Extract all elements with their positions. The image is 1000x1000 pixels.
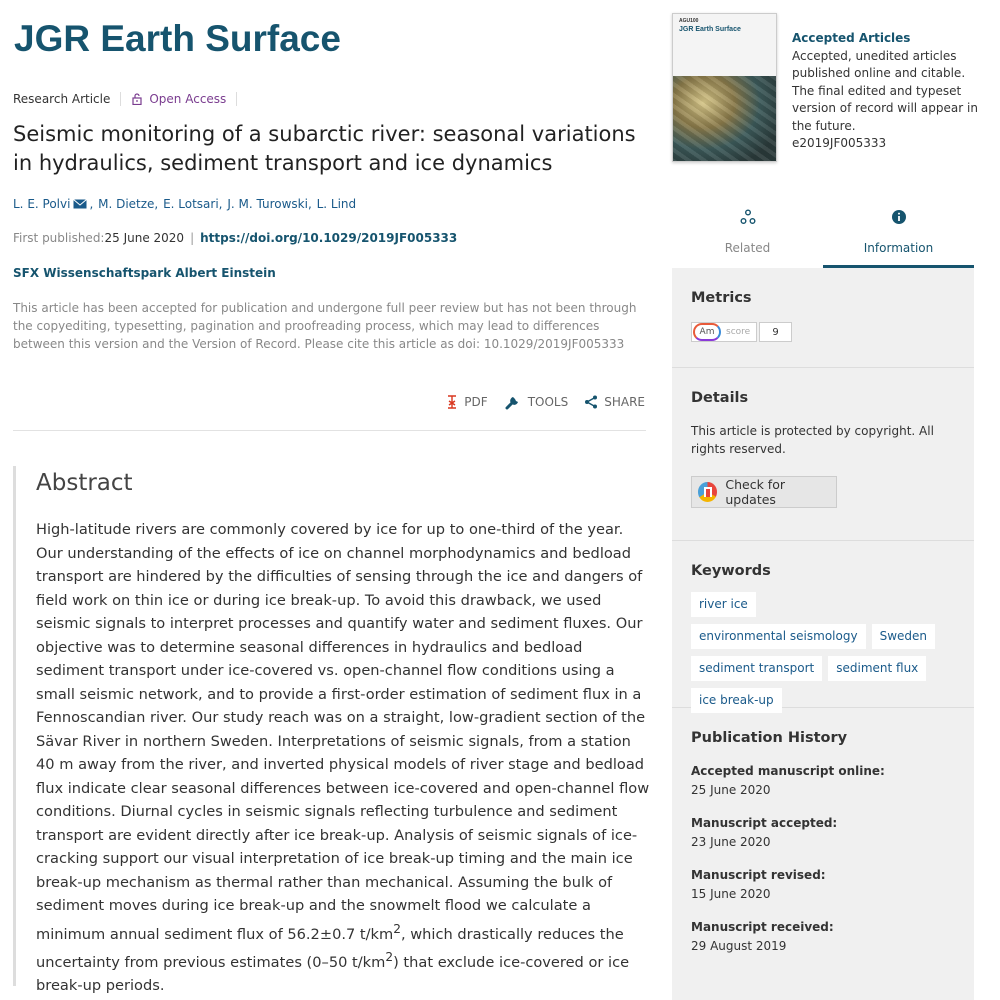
keyword-tag[interactable]: river ice <box>691 592 756 617</box>
history-item <box>691 866 955 904</box>
article-id: e2019JF005333 <box>792 136 887 150</box>
accepted-notice: This article has been accepted for publication and undergone full peer review but has not been through the copyediting, typesetting, pagination and proofreading process, which may lead to differences between this version and the Version of Record. Please cite this article as doi: 10.1029/2019JF005333 <box>13 301 637 351</box>
related-icon <box>740 209 756 225</box>
cover-photo <box>673 76 776 162</box>
publication-history-heading: Publication History <box>691 730 848 746</box>
publication-history-section <box>672 708 974 956</box>
pdf-icon <box>446 395 458 409</box>
first-published-label: First published: <box>13 231 105 245</box>
keywords-heading: Keywords <box>691 563 771 579</box>
altmetric-badge[interactable] <box>691 322 955 342</box>
keyword-tag[interactable]: sediment transport <box>691 656 822 681</box>
author-link[interactable]: E. Lotsari, <box>163 197 223 211</box>
journal-title[interactable]: JGR Earth Surface <box>14 18 341 59</box>
lock-open-icon <box>132 93 142 105</box>
keywords-section <box>672 541 974 708</box>
open-access-badge <box>121 92 237 106</box>
author-link[interactable]: J. M. Turowski, <box>227 197 312 211</box>
keyword-tag[interactable]: environmental seismology <box>691 624 866 649</box>
details-heading: Details <box>691 390 749 406</box>
tools-button[interactable] <box>504 393 569 411</box>
article-type: Research Article <box>13 92 121 106</box>
history-date: 23 June 2020 <box>691 835 771 849</box>
article-actions <box>430 393 645 411</box>
author-link[interactable]: L. Lind <box>316 197 357 211</box>
separator: | <box>190 231 195 245</box>
details-section <box>672 368 974 541</box>
sidebar-tabs <box>672 205 974 268</box>
tools-label: TOOLS <box>527 395 569 409</box>
accepted-articles-info <box>792 30 982 153</box>
first-published-date: 25 June 2020 <box>104 231 185 245</box>
institution-name: SFX Wissenschaftspark Albert Einstein <box>13 266 276 280</box>
wrench-icon <box>504 393 522 411</box>
history-date: 25 June 2020 <box>691 783 771 797</box>
tab-information[interactable] <box>823 205 974 268</box>
history-item <box>691 918 955 956</box>
author-separator: , <box>89 197 98 211</box>
tab-related[interactable] <box>672 205 823 268</box>
author-link[interactable]: L. E. Polvi <box>13 197 71 211</box>
open-access-label: Open Access <box>149 92 227 106</box>
altmetric-icon: Am <box>693 323 721 341</box>
history-item <box>691 762 955 800</box>
altmetric-score: 9 <box>759 322 792 342</box>
history-label: Manuscript accepted: <box>691 816 838 830</box>
history-label: Manuscript received: <box>691 920 834 934</box>
article-title: Seismic monitoring of a subarctic river: seasonal variations in hydraulics, sediment transport and ice dynamics <box>13 122 636 175</box>
cover-publisher: AGU100 <box>679 18 699 24</box>
info-icon <box>891 209 907 225</box>
share-button[interactable] <box>584 395 645 409</box>
pdf-label: PDF <box>464 395 488 409</box>
pdf-button[interactable] <box>446 395 487 409</box>
keyword-tag[interactable]: Sweden <box>872 624 935 649</box>
crossmark-icon <box>698 482 717 502</box>
author-link[interactable]: M. Dietze, <box>98 197 159 211</box>
metrics-section <box>672 268 974 368</box>
tab-information-label: Information <box>863 241 934 255</box>
check-for-updates-label: Check for updates <box>725 477 785 507</box>
history-label: Accepted manuscript online: <box>691 764 885 778</box>
abstract-heading: Abstract <box>36 470 133 496</box>
metrics-heading: Metrics <box>691 290 752 306</box>
check-for-updates-button[interactable] <box>691 476 837 508</box>
history-label: Manuscript revised: <box>691 868 826 882</box>
author-list <box>13 197 357 211</box>
copyright-text: This article is protected by copyright. All rights reserved. <box>691 424 934 456</box>
keyword-list <box>691 592 941 720</box>
accepted-articles-text: Accepted, unedited articles published online and citable. The final edited and typeset version of record will appear in the future. <box>792 48 978 133</box>
doi-link[interactable]: https://doi.org/10.1029/2019JF005333 <box>200 231 458 245</box>
history-item <box>691 814 955 852</box>
history-date: 29 August 2019 <box>691 939 787 953</box>
publication-info <box>13 231 457 245</box>
email-icon[interactable] <box>73 199 87 209</box>
share-label: SHARE <box>604 395 645 409</box>
abstract-text: High-latitude rivers are commonly covered by ice for up to one-third of the year. Our understanding of the effects of ice on channel morphodynamics and bedload transport are hindered by the difficulties of sensing through the ice and dangers of field work on thin ice or during ice break-up. To avoid this drawback, we used seismic signals to interpret processes and quantify water and sediment fluxes. Our objective was to determine seasonal differences in hydraulics and bedload sediment transport under ice-covered vs. open-channel flow conditions using a small seismic network, and to provide a first-order estimation of sediment flux in a Fennoscandian river. Our study reach was on a straight, low-gradient section of the Sävar River in northern Sweden. Interpretations of seismic signals, from a station 40 m away from the river, and inverted physical models of river stage and bedload flux indicate clear seasonal differences between ice-covered and open-channel flow conditions. Diurnal cycles in seismic signals reflecting turbulence and sediment transport are evident directly after ice break-up. Analysis of seismic signals of ice-cracking support our visual interpretation of ice break-up timing and the main ice break-up mechanism as thermal rather than mechanical. Assuming the bulk of sediment moves during ice break-up and the snowmelt flood we calculate a minimum annual sediment flux of 56.2±0.7 $t/km^2$, which drastically reduces the uncertainty from previous estimates (0–50 $t/km^2$) that exclude ice-covered or ice break-up periods. <box>36 521 650 995</box>
article-meta <box>13 88 237 110</box>
section-divider <box>13 430 646 431</box>
altmetric-score-label: score <box>726 327 751 337</box>
cover-journal: JGR Earth Surface <box>679 26 741 33</box>
abstract-section <box>13 466 653 995</box>
accepted-articles-link[interactable]: Accepted Articles <box>792 31 911 45</box>
information-panel <box>672 268 974 1000</box>
tab-related-label: Related <box>724 241 771 255</box>
journal-cover-image[interactable] <box>672 13 777 162</box>
share-icon <box>584 395 598 409</box>
keyword-tag[interactable]: ice break-up <box>691 688 782 713</box>
history-date: 15 June 2020 <box>691 887 771 901</box>
keyword-tag[interactable]: sediment flux <box>828 656 926 681</box>
